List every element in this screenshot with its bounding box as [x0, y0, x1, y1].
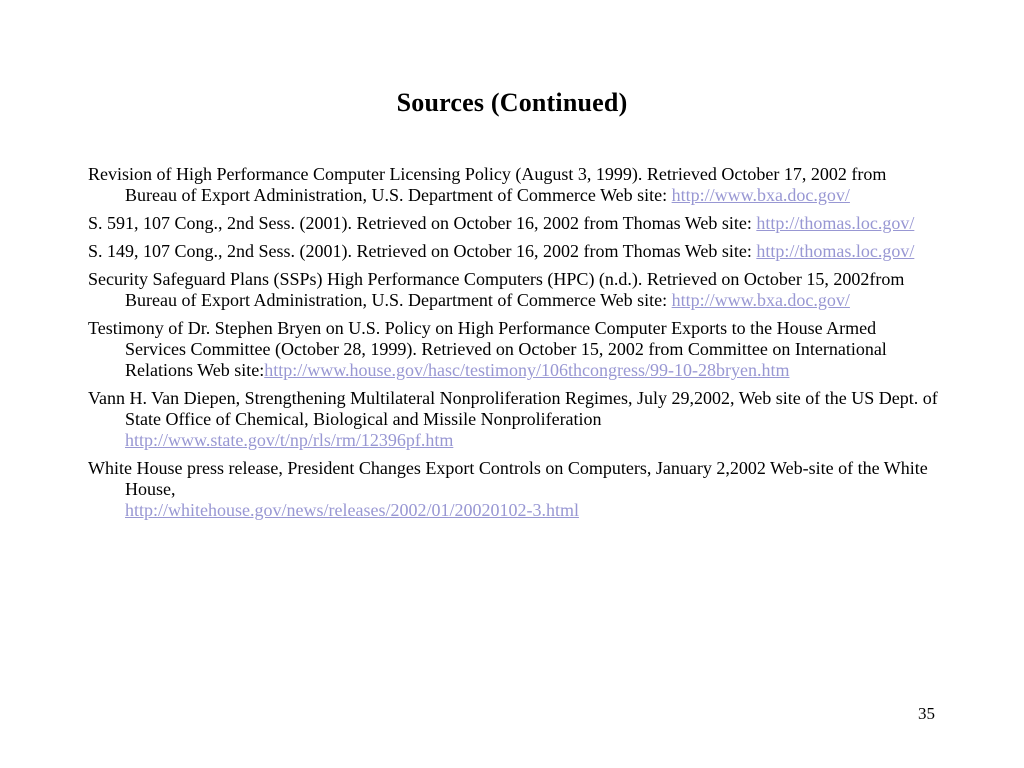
reference-link[interactable]: http://whitehouse.gov/news/releases/2002/01/20020102-3.html	[125, 500, 579, 520]
reference-text: S. 591, 107 Cong., 2nd Sess. (2001). Retrieved on October 16, 2002 from Thomas Web site:	[88, 213, 757, 233]
reference-entry	[88, 269, 940, 311]
reference-text: Testimony of Dr. Stephen Bryen on U.S. Policy on High Performance Computer Exports to the House Armed Services Committee (October 28, 1999). Retrieved on October 15, 2002 from Committee on International Relations Web site:	[88, 318, 887, 380]
reference-entry	[88, 318, 940, 381]
reference-text: White House press release, President Changes Export Controls on Computers, January 2,2002 Web-site of the White House,	[88, 458, 928, 499]
reference-text: S. 149, 107 Cong., 2nd Sess. (2001). Retrieved on October 16, 2002 from Thomas Web site:	[88, 241, 757, 261]
reference-text: Revision of High Performance Computer Licensing Policy (August 3, 1999). Retrieved October 17, 2002 from Bureau of Export Administration, U.S. Department of Commerce Web site:	[88, 164, 887, 205]
reference-link[interactable]: http://www.bxa.doc.gov/	[671, 185, 850, 205]
reference-entry	[88, 458, 940, 521]
reference-link[interactable]: http://www.state.gov/t/np/rls/rm/12396pf.htm	[125, 430, 454, 450]
reference-entry	[88, 164, 940, 206]
reference-text: Security Safeguard Plans (SSPs) High Performance Computers (HPC) (n.d.). Retrieved on October 15, 2002from Bureau of Export Administration, U.S. Department of Commerce Web site:	[88, 269, 905, 310]
reference-entry	[88, 213, 940, 234]
reference-link[interactable]: http://thomas.loc.gov/	[756, 241, 915, 261]
slide-title: Sources (Continued)	[396, 88, 628, 117]
reference-text: Vann H. Van Diepen, Strengthening Multilateral Nonproliferation Regimes, July 29,2002, Web site of the US Dept. of State Office of Chemical, Biological and Missile Nonproliferation	[88, 388, 938, 429]
page-number: 35	[918, 704, 935, 723]
references-list	[88, 164, 940, 528]
reference-link[interactable]: http://thomas.loc.gov/	[756, 213, 915, 233]
reference-link[interactable]: http://www.bxa.doc.gov/	[671, 290, 850, 310]
reference-entry	[88, 388, 940, 451]
reference-entry	[88, 241, 940, 262]
reference-link[interactable]: http://www.house.gov/hasc/testimony/106thcongress/99-10-28bryen.htm	[264, 360, 790, 380]
